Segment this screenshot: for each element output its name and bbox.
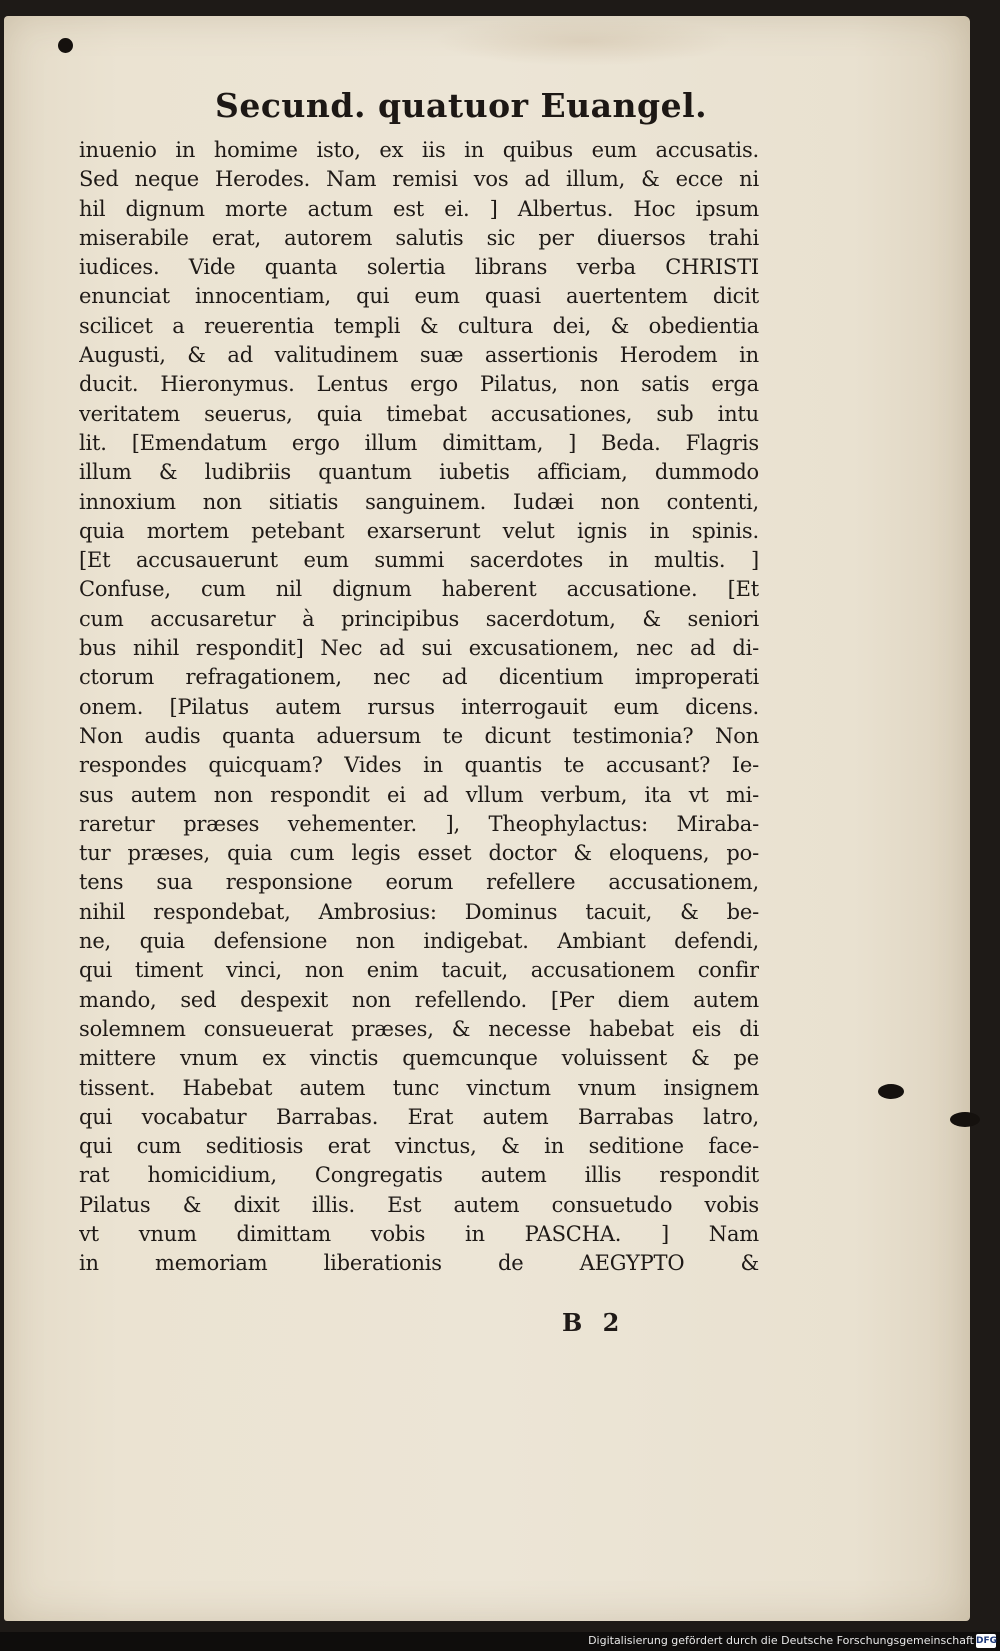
body-text (79, 136, 759, 1279)
text-line: innoxium non sitiatis sanguinem. Iudæi non contenti, (79, 489, 759, 514)
text-line: ctorum refragationem, nec ad dicentium improperati (79, 665, 759, 690)
text-line: tur præses, quia cum legis esset doctor & eloquens, po- (79, 841, 759, 866)
text-line: Pilatus & dixit illis. Est autem consuetudo vobis (79, 1192, 759, 1217)
dfg-logo-icon: DFG (976, 1636, 998, 1646)
text-line: onem. [Pilatus autem rursus interrogauit eum dicens. (79, 694, 759, 719)
text-line: illum & ludibriis quantum iubetis afficiam, dummodo (79, 460, 759, 485)
text-line: scilicet a reuerentia templi & cultura dei, & obedientia (79, 313, 759, 338)
text-line: lit. [Emendatum ergo illum dimittam, ] Beda. Flagris (79, 430, 759, 455)
text-line: solemnem consueuerat præses, & necesse habebat eis di (79, 1016, 759, 1041)
signature-mark: B 2 (562, 1308, 626, 1337)
text-line: ducit. Hieronymus. Lentus ergo Pilatus, non satis erga (79, 372, 759, 397)
text-line: vt vnum dimittam vobis in PASCHA. ] Nam (79, 1221, 759, 1246)
text-line: inuenio in homime isto, ex iis in quibus eum accusatis. (79, 138, 759, 162)
text-line: hil dignum morte actum est ei. ] Albertus. Hoc ipsum (79, 196, 759, 221)
text-line: bus nihil respondit] Nec ad sui excusationem, nec ad di- (79, 636, 759, 661)
text-line: qui cum seditiosis erat vinctus, & in seditione face- (79, 1134, 759, 1159)
text-line: tissent. Habebat autem tunc vinctum vnum insignem (79, 1075, 759, 1100)
text-line: enunciat innocentiam, qui eum quasi auertentem dicit (79, 284, 759, 309)
text-line: Sed neque Herodes. Nam remisi vos ad illum, & ecce ni (79, 167, 759, 192)
text-line: nihil respondebat, Ambrosius: Dominus tacuit, & be- (79, 899, 759, 924)
text-line: respondes quicquam? Vides in quantis te accusant? Ie- (79, 753, 759, 778)
text-line: mittere vnum ex vinctis quemcunque voluissent & pe (79, 1046, 759, 1071)
text-line: qui vocabatur Barrabas. Erat autem Barrabas latro, (79, 1104, 759, 1129)
page-stain (434, 16, 734, 66)
text-line: mando, sed despexit non refellendo. [Per diem autem (79, 987, 759, 1012)
text-line: qui timent vinci, non enim tacuit, accusationem confir (79, 958, 759, 983)
text-line: quia mortem petebant exarserunt velut ignis in spinis. (79, 518, 759, 543)
text-line: Confuse, cum nil dignum haberent accusatione. [Et (79, 577, 759, 602)
text-line: [Et accusauerunt eum summi sacerdotes in multis. ] (79, 548, 759, 573)
text-line: Augusti, & ad valitudinem suæ assertionis Herodem in (79, 343, 759, 368)
text-line: in memoriam liberationis de AEGYPTO & (79, 1251, 759, 1276)
worm-hole (878, 1084, 904, 1099)
funding-credit: Digitalisierung gefördert durch die Deutsche Forschungsgemeinschaft (588, 1634, 974, 1647)
text-line: cum accusaretur à principibus sacerdotum, & seniori (79, 606, 759, 631)
worm-hole (58, 38, 73, 53)
text-line: veritatem seuerus, quia timebat accusationes, sub intu (79, 401, 759, 426)
text-line: raretur præses vehementer. ], Theophylactus: Miraba- (79, 811, 759, 836)
text-line: tens sua responsione eorum refellere accusationem, (79, 870, 759, 895)
text-line: iudices. Vide quanta solertia librans verba CHRISTI (79, 255, 759, 280)
worm-hole (950, 1112, 980, 1127)
text-line: sus autem non respondit ei ad vllum verbum, ita vt mi- (79, 782, 759, 807)
text-line: ne, quia defensione non indigebat. Ambiant defendi, (79, 929, 759, 954)
running-head: Secund. quatuor Euangel. (215, 86, 708, 125)
text-line: Non audis quanta aduersum te dicunt testimonia? Non (79, 723, 759, 748)
text-line: miserabile erat, autorem salutis sic per diuersos trahi (79, 225, 759, 250)
text-line: rat homicidium, Congregatis autem illis respondit (79, 1163, 759, 1188)
